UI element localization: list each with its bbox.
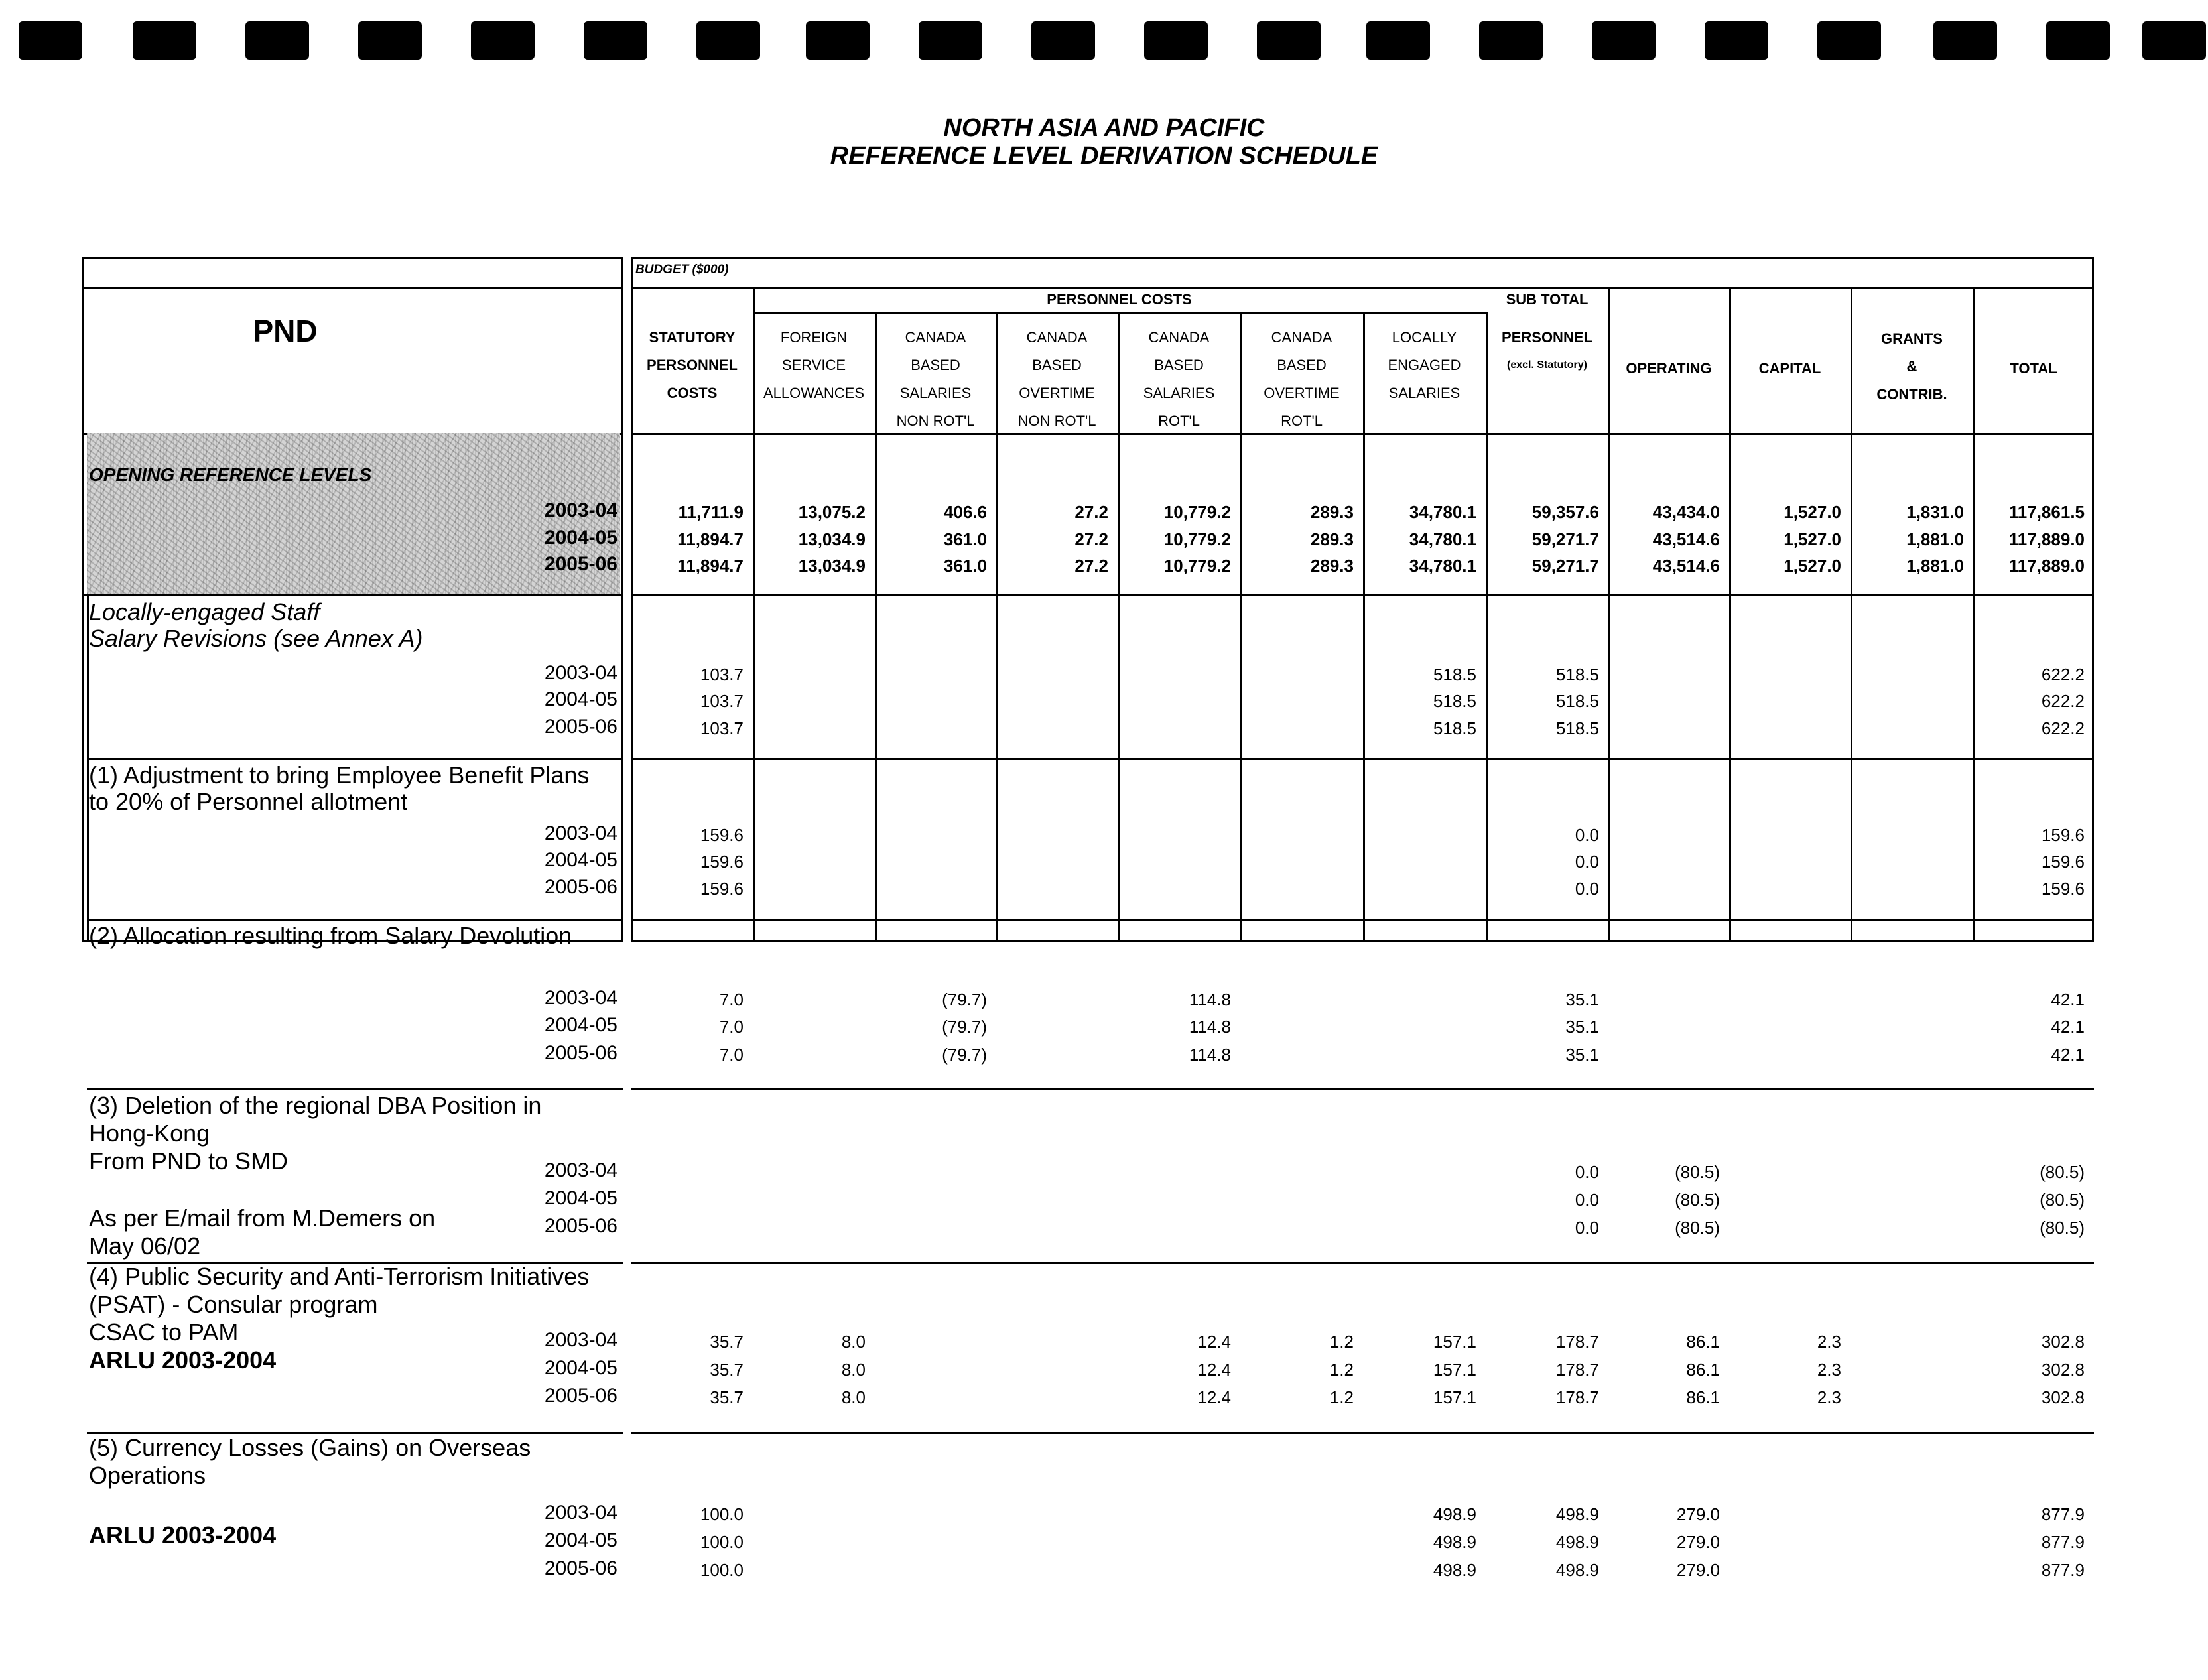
column-header-text: OVERTIME [1019, 385, 1095, 401]
table-cell: 518.5 [1433, 665, 1476, 684]
column-header-text: (excl. Statutory) [1507, 359, 1587, 371]
year-label: 2004-05 [544, 688, 617, 710]
table-cell: 114.8 [1189, 1045, 1231, 1065]
table-cell: 1,831.0 [1906, 502, 1964, 522]
border-dash [1933, 21, 1997, 60]
table-cell: 13,034.9 [798, 529, 866, 549]
table-cell: 103.7 [700, 691, 744, 711]
opening-reference-levels-label: OPENING REFERENCE LEVELS [89, 464, 372, 485]
table-cell: 406.6 [943, 502, 987, 522]
table-cell: 1.2 [1329, 1388, 1354, 1407]
section-label: ARLU 2003-2004 [89, 1521, 277, 1549]
table-cell: 12.4 [1197, 1332, 1231, 1352]
table-cell: 2.3 [1817, 1360, 1841, 1380]
table-cell: 877.9 [2041, 1532, 2085, 1552]
table-cell: 86.1 [1686, 1360, 1720, 1380]
table-cell: 35.1 [1565, 1017, 1599, 1037]
column-header-text: ENGAGED [1388, 357, 1461, 373]
table-cell: 0.0 [1575, 852, 1599, 872]
table-cell: 34,780.1 [1409, 502, 1476, 522]
table-cell: 59,357.6 [1531, 502, 1599, 522]
table-cell: 43,434.0 [1652, 502, 1720, 522]
column-header-text: & [1906, 358, 1917, 375]
table-cell: 157.1 [1433, 1360, 1476, 1380]
table-cell: 178.7 [1555, 1332, 1599, 1352]
column-header-text: BASED [1032, 357, 1082, 373]
column-divider [1729, 287, 1731, 942]
year-label: 2005-06 [544, 876, 617, 898]
column-header-text: SALARIES [1143, 385, 1215, 401]
table-cell: 1,881.0 [1906, 529, 1964, 549]
table-cell: 178.7 [1555, 1360, 1599, 1380]
table-cell: 1.2 [1329, 1332, 1354, 1352]
table-cell: 86.1 [1686, 1388, 1720, 1407]
divider [82, 594, 623, 596]
column-header-text: OPERATING [1626, 360, 1712, 377]
table-cell: 34,780.1 [1409, 556, 1476, 576]
table-cell: 622.2 [2041, 691, 2085, 711]
table-cell: (80.5) [1675, 1162, 1720, 1182]
section-label: Hong-Kong [89, 1120, 210, 1147]
column-header-text: SALARIES [1388, 385, 1461, 401]
table-cell: 0.0 [1575, 879, 1599, 899]
table-cell: 0.0 [1575, 825, 1599, 845]
border-dash [1366, 21, 1430, 60]
table-cell: 302.8 [2041, 1332, 2085, 1352]
table-cell: 117,889.0 [2008, 529, 2085, 549]
column-header-text: BASED [1277, 357, 1327, 373]
table-cell: (79.7) [942, 1045, 987, 1065]
table-cell: 178.7 [1555, 1388, 1599, 1407]
year-label: 2004-05 [544, 1014, 617, 1036]
table-cell: 103.7 [700, 665, 744, 684]
column-header-text: FOREIGN [780, 329, 848, 346]
year-label: 2003-04 [544, 822, 617, 844]
table-cell: 877.9 [2041, 1560, 2085, 1580]
column-header-text: ALLOWANCES [763, 385, 864, 401]
year-label: 2003-04 [544, 662, 617, 684]
table-cell: 27.2 [1074, 529, 1108, 549]
section-label: to 20% of Personnel allotment [89, 788, 408, 815]
divider [87, 1088, 623, 1090]
table-cell: 622.2 [2041, 718, 2085, 738]
table-cell: 498.9 [1433, 1504, 1476, 1524]
column-header-text: SERVICE [781, 357, 846, 373]
column-header-text: SALARIES [899, 385, 972, 401]
table-cell: 8.0 [841, 1388, 866, 1407]
table-cell: 86.1 [1686, 1332, 1720, 1352]
table-cell: 117,889.0 [2008, 556, 2085, 576]
table-cell: 35.1 [1565, 990, 1599, 1009]
column-header-text: PERSONNEL [647, 357, 738, 373]
table-cell: 27.2 [1074, 502, 1108, 522]
divider [631, 1432, 2094, 1434]
border-dash [1144, 21, 1208, 60]
border-dash [1479, 21, 1543, 60]
section-label: (4) Public Security and Anti-Terrorism Initiatives [89, 1263, 590, 1290]
border-dash [2142, 21, 2206, 60]
page-title-line-2: REFERENCE LEVEL DERIVATION SCHEDULE [830, 142, 1378, 170]
column-header-text: NON ROT'L [1017, 413, 1096, 429]
year-label: 2005-06 [544, 716, 617, 738]
section-label: ARLU 2003-2004 [89, 1346, 277, 1374]
table-cell: (79.7) [942, 990, 987, 1009]
section-label: CSAC to PAM [89, 1319, 239, 1346]
table-cell: 27.2 [1074, 556, 1108, 576]
column-header-text: TOTAL [2010, 360, 2057, 377]
column-header-text: GRANTS [1881, 330, 1943, 347]
section-label: May 06/02 [89, 1232, 201, 1260]
table-cell: 622.2 [2041, 665, 2085, 684]
column-divider [1486, 312, 1488, 942]
border-dash [1031, 21, 1095, 60]
table-cell: 518.5 [1433, 718, 1476, 738]
year-label: 2004-05 [544, 1529, 617, 1551]
table-cell: 159.6 [700, 852, 744, 872]
column-header-text: OVERTIME [1264, 385, 1340, 401]
table-cell: 159.6 [2041, 879, 2085, 899]
border-dash [358, 21, 422, 60]
personnel-costs-label: PERSONNEL COSTS [1047, 291, 1192, 308]
table-cell: 498.9 [1555, 1532, 1599, 1552]
table-cell: 157.1 [1433, 1388, 1476, 1407]
table-cell: 518.5 [1433, 691, 1476, 711]
table-cell: 34,780.1 [1409, 529, 1476, 549]
table-cell: 1,527.0 [1784, 502, 1841, 522]
column-header-text: CANADA [905, 329, 966, 346]
year-label: 2004-05 [544, 1357, 617, 1379]
table-cell: 1,527.0 [1784, 556, 1841, 576]
table-cell: 0.0 [1575, 1190, 1599, 1210]
table-cell: 498.9 [1433, 1532, 1476, 1552]
table-cell: 159.6 [700, 879, 744, 899]
section-label: As per E/mail from M.Demers on [89, 1204, 436, 1232]
table-cell: 13,034.9 [798, 556, 866, 576]
column-divider [1608, 287, 1610, 942]
table-cell: 7.0 [719, 990, 744, 1009]
table-cell: 43,514.6 [1652, 529, 1720, 549]
border-dash [806, 21, 870, 60]
section-label: Locally-engaged Staff [89, 598, 320, 625]
table-cell: 289.3 [1310, 502, 1354, 522]
table-cell: (80.5) [1675, 1218, 1720, 1238]
column-header-text: CAPITAL [1758, 360, 1821, 377]
table-cell: 11,711.9 [678, 502, 744, 522]
border-dash [471, 21, 535, 60]
table-cell: 361.0 [943, 529, 987, 549]
table-cell: 159.6 [2041, 852, 2085, 872]
table-cell: 114.8 [1189, 990, 1231, 1009]
column-header-text: CANADA [1271, 329, 1332, 346]
table-cell: 100.0 [700, 1504, 744, 1524]
table-cell: 114.8 [1189, 1017, 1231, 1037]
table-cell: 103.7 [700, 718, 744, 738]
subtotal-label: SUB TOTAL [1506, 291, 1589, 308]
section-label: (5) Currency Losses (Gains) on Overseas [89, 1434, 531, 1461]
border-dash [1705, 21, 1768, 60]
table-cell: 877.9 [2041, 1504, 2085, 1524]
year-label: 2005-06 [544, 1042, 617, 1064]
divider [631, 1262, 2094, 1264]
table-cell: 302.8 [2041, 1388, 2085, 1407]
table-cell: 42.1 [2051, 990, 2085, 1009]
table-cell: 100.0 [700, 1560, 744, 1580]
year-label: 2003-04 [544, 1329, 617, 1351]
table-cell: 498.9 [1555, 1504, 1599, 1524]
table-cell: 1,881.0 [1906, 556, 1964, 576]
section-label: (3) Deletion of the regional DBA Position in [89, 1092, 542, 1119]
table-cell: 117,861.5 [2008, 502, 2085, 522]
table-cell: 361.0 [943, 556, 987, 576]
year-label: 2004-05 [544, 1187, 617, 1209]
border-dash [245, 21, 309, 60]
column-header-text: ROT'L [1281, 413, 1323, 429]
table-cell: 12.4 [1197, 1360, 1231, 1380]
table-cell: 279.0 [1676, 1560, 1720, 1580]
divider [87, 758, 623, 760]
year-label: 2003-04 [544, 1159, 617, 1181]
table-cell: 7.0 [719, 1017, 744, 1037]
year-label: 2005-06 [544, 1385, 617, 1407]
divider [631, 1088, 2094, 1090]
column-header-text: BASED [1154, 357, 1204, 373]
year-label: 2003-04 [544, 987, 617, 1009]
table-cell: 42.1 [2051, 1045, 2085, 1065]
table-cell: 100.0 [700, 1532, 744, 1552]
year-label: 2003-04 [544, 1502, 617, 1523]
column-header-text: LOCALLY [1392, 329, 1457, 346]
table-cell: 8.0 [841, 1332, 866, 1352]
table-cell: (80.5) [1675, 1190, 1720, 1210]
table-cell: 159.6 [2041, 825, 2085, 845]
section-label: (2) Allocation resulting from Salary Devolution [89, 922, 572, 949]
table-cell: (80.5) [2040, 1218, 2085, 1238]
table-cell: 10,779.2 [1163, 502, 1231, 522]
table-cell: 59,271.7 [1531, 529, 1599, 549]
table-cell: (80.5) [2040, 1190, 2085, 1210]
border-dash [1257, 21, 1321, 60]
border-dash [584, 21, 647, 60]
table-cell: 10,779.2 [1163, 529, 1231, 549]
table-cell: 0.0 [1575, 1218, 1599, 1238]
column-header-text: BASED [911, 357, 960, 373]
table-cell: 2.3 [1817, 1388, 1841, 1407]
table-cell: 1.2 [1329, 1360, 1354, 1380]
table-cell: 7.0 [719, 1045, 744, 1065]
table-cell: 8.0 [841, 1360, 866, 1380]
section-label: From PND to SMD [89, 1147, 289, 1175]
table-cell: 279.0 [1676, 1532, 1720, 1552]
year-label: 2005-06 [544, 553, 617, 575]
table-cell: 289.3 [1310, 556, 1354, 576]
column-header-text: COSTS [667, 385, 718, 401]
table-cell: 279.0 [1676, 1504, 1720, 1524]
table-cell: 35.7 [710, 1388, 744, 1407]
border-dash [2046, 21, 2110, 60]
table-cell: 498.9 [1555, 1560, 1599, 1580]
year-label: 2005-06 [544, 1557, 617, 1579]
year-label: 2004-05 [544, 849, 617, 871]
table-cell: 42.1 [2051, 1017, 2085, 1037]
column-header-text: CONTRIB. [1876, 386, 1947, 403]
border-dash [1592, 21, 1656, 60]
table-cell: 11,894.7 [677, 529, 744, 549]
border-dash [696, 21, 760, 60]
table-cell: 289.3 [1310, 529, 1354, 549]
column-header-text: STATUTORY [649, 329, 736, 346]
divider [87, 919, 623, 921]
table-cell: 302.8 [2041, 1360, 2085, 1380]
table-cell: 12.4 [1197, 1388, 1231, 1407]
table-cell: 35.1 [1565, 1045, 1599, 1065]
column-header-text: ROT'L [1158, 413, 1200, 429]
section-label: Salary Revisions (see Annex A) [89, 625, 423, 652]
table-cell: (79.7) [942, 1017, 987, 1037]
column-header-text: CANADA [1148, 329, 1210, 346]
border-dash [19, 21, 82, 60]
budget-label: BUDGET ($000) [635, 263, 729, 277]
table-cell: 518.5 [1555, 691, 1599, 711]
table-cell: 2.3 [1817, 1332, 1841, 1352]
table-cell: 59,271.7 [1531, 556, 1599, 576]
column-header-text: NON ROT'L [896, 413, 975, 429]
column-header-text: CANADA [1026, 329, 1088, 346]
table-cell: 518.5 [1555, 718, 1599, 738]
year-label: 2005-06 [544, 1215, 617, 1237]
section-label: Operations [89, 1462, 206, 1489]
table-cell: (80.5) [2040, 1162, 2085, 1182]
border-dash [919, 21, 982, 60]
table-cell: 35.7 [710, 1360, 744, 1380]
year-label: 2004-05 [544, 527, 617, 549]
table-cell: 11,894.7 [677, 556, 744, 576]
divider [82, 287, 623, 289]
table-cell: 1,527.0 [1784, 529, 1841, 549]
opening-levels-shading [87, 433, 620, 594]
program-code: PND [253, 314, 318, 348]
table-cell: 43,514.6 [1652, 556, 1720, 576]
table-cell: 10,779.2 [1163, 556, 1231, 576]
punched-border-strip [0, 21, 2208, 61]
column-header-text: PERSONNEL [1502, 329, 1592, 346]
table-cell: 35.7 [710, 1332, 744, 1352]
border-dash [133, 21, 196, 60]
section-label: (1) Adjustment to bring Employee Benefit Plans [89, 761, 590, 789]
table-cell: 157.1 [1433, 1332, 1476, 1352]
border-dash [1817, 21, 1881, 60]
table-cell: 13,075.2 [798, 502, 866, 522]
table-cell: 0.0 [1575, 1162, 1599, 1182]
table-cell: 518.5 [1555, 665, 1599, 684]
table-cell: 498.9 [1433, 1560, 1476, 1580]
year-label: 2003-04 [544, 499, 617, 521]
section-label: (PSAT) - Consular program [89, 1291, 378, 1318]
table-cell: 159.6 [700, 825, 744, 845]
page-title-line-1: NORTH ASIA AND PACIFIC [943, 114, 1265, 142]
